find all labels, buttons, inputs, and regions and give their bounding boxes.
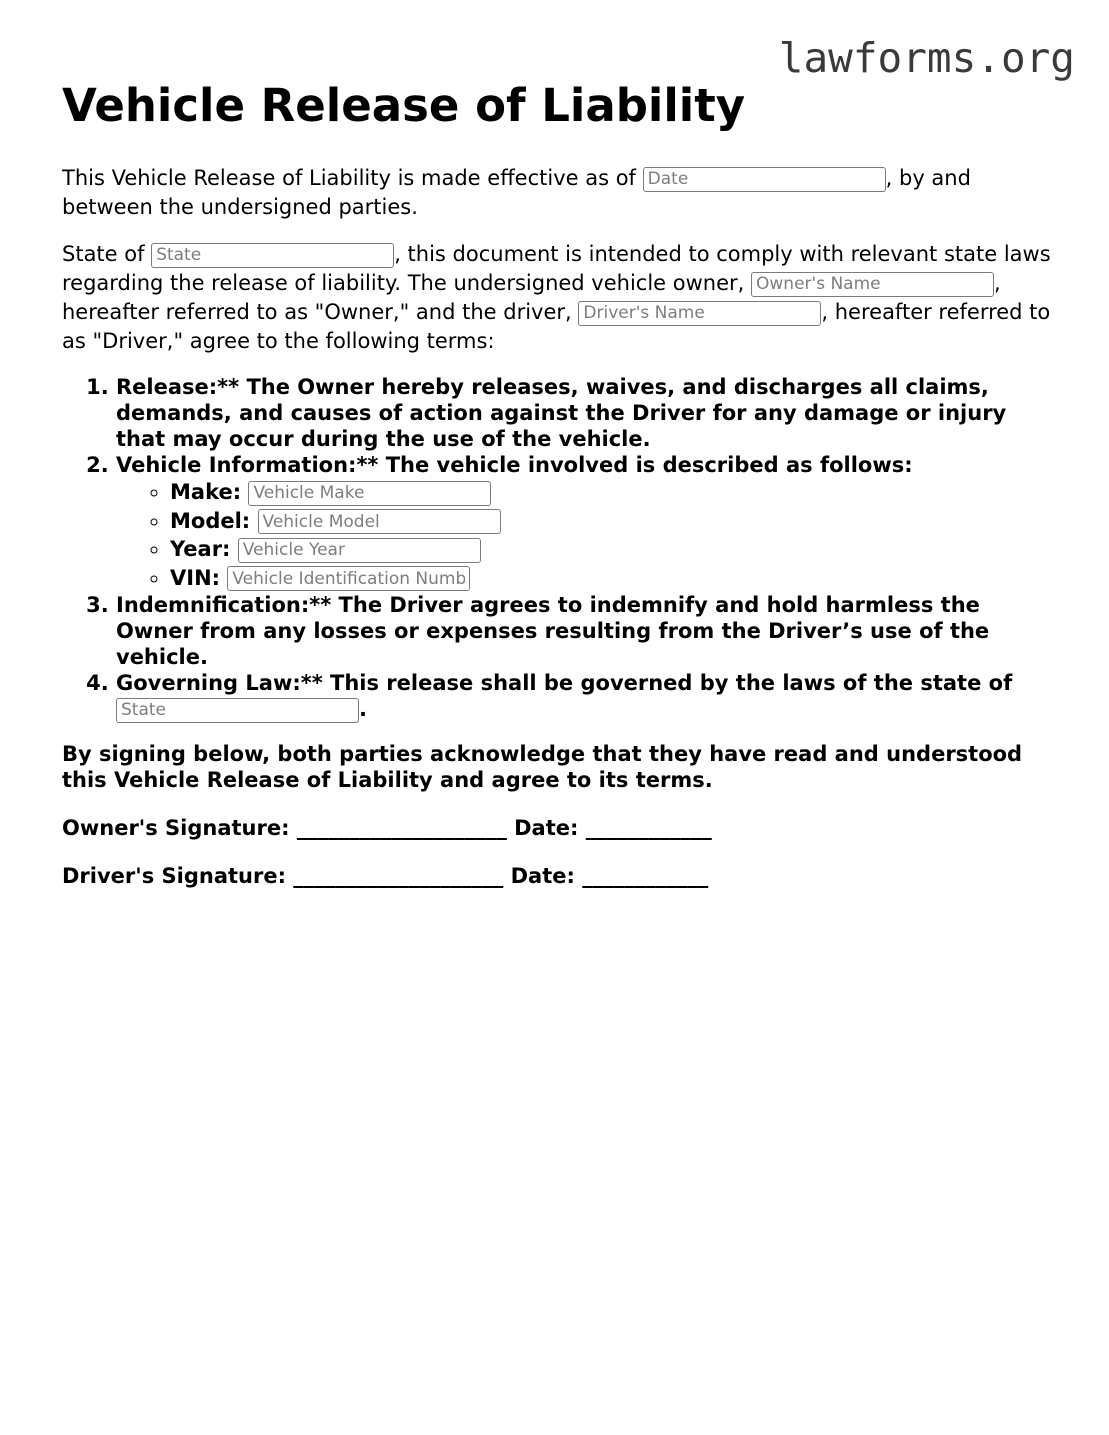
terms-list xyxy=(62,374,1052,723)
vehicle-year-item xyxy=(170,535,1052,564)
vin-label: VIN: xyxy=(170,565,221,590)
vehicle-make-item xyxy=(170,478,1052,507)
term-indemnification: 3. Indemnification:** The Driver agrees to indemnify and hold harmless the Owner from any losses or expenses resulting from the Driver’s use of the vehicle. xyxy=(116,592,1052,670)
owner-name-input[interactable] xyxy=(751,272,994,297)
year-label: Year: xyxy=(170,537,231,561)
owner-signature-line: Owner's Signature: ____________________ Date: ____________ xyxy=(62,815,712,840)
effective-date-input[interactable] xyxy=(643,167,886,192)
governing-law-period: . xyxy=(359,697,367,721)
state-prefix: State of xyxy=(62,242,152,266)
driver-signature-line: Driver's Signature: ____________________ Date: ____________ xyxy=(62,863,709,888)
term-governing-law xyxy=(116,670,1052,723)
driver-suffix: , hereafter referred to as "Driver," agree to the following terms: xyxy=(62,300,1051,353)
vehicle-vin-item xyxy=(170,564,1052,593)
term-release: 1. Release:** The Owner hereby releases, waives, and discharges all claims, demands, and causes of action against the Driver for any damage or injury that may occur during the use of the vehicle. xyxy=(116,374,1052,452)
vehicle-year-input[interactable] xyxy=(238,538,481,563)
state-input[interactable] xyxy=(151,243,394,268)
term-vehicle-information xyxy=(116,452,1052,592)
intro-text-before: This Vehicle Release of Liability is made effective as of xyxy=(62,166,643,190)
watermark: lawforms.org xyxy=(778,34,1075,82)
driver-name-input[interactable] xyxy=(578,301,821,326)
document-body xyxy=(62,78,1052,910)
make-label: Make: xyxy=(170,480,242,504)
intro-paragraph xyxy=(62,164,1052,222)
state-suffix: , this document is intended to comply with relevant state laws regarding the release of liability. The undersigned vehicle owner, xyxy=(62,242,1051,295)
intro-text-after: , by and between the undersigned parties. xyxy=(62,166,971,219)
vehicle-model-input[interactable] xyxy=(258,509,501,534)
owner-suffix: , hereafter referred to as "Owner," and the driver, xyxy=(62,271,1001,324)
vehicle-model-item xyxy=(170,507,1052,536)
vehicle-make-input[interactable] xyxy=(248,481,491,506)
document-title: Vehicle Release of Liability xyxy=(62,79,746,132)
governing-law-text: Governing Law:** This release shall be governed by the laws of the state of xyxy=(116,671,1013,695)
vin-input[interactable] xyxy=(227,566,470,591)
vehicle-details-list xyxy=(116,478,1052,592)
model-label: Model: xyxy=(170,508,251,533)
acknowledgement-paragraph: By signing below, both parties acknowledge that they have read and understood this Vehicle Release of Liability and agree to its terms. xyxy=(62,741,1023,792)
governing-state-input[interactable] xyxy=(116,698,359,723)
parties-paragraph xyxy=(62,240,1052,356)
vehicle-info-heading: Vehicle Information:** The vehicle involved is described as follows: xyxy=(116,453,913,477)
